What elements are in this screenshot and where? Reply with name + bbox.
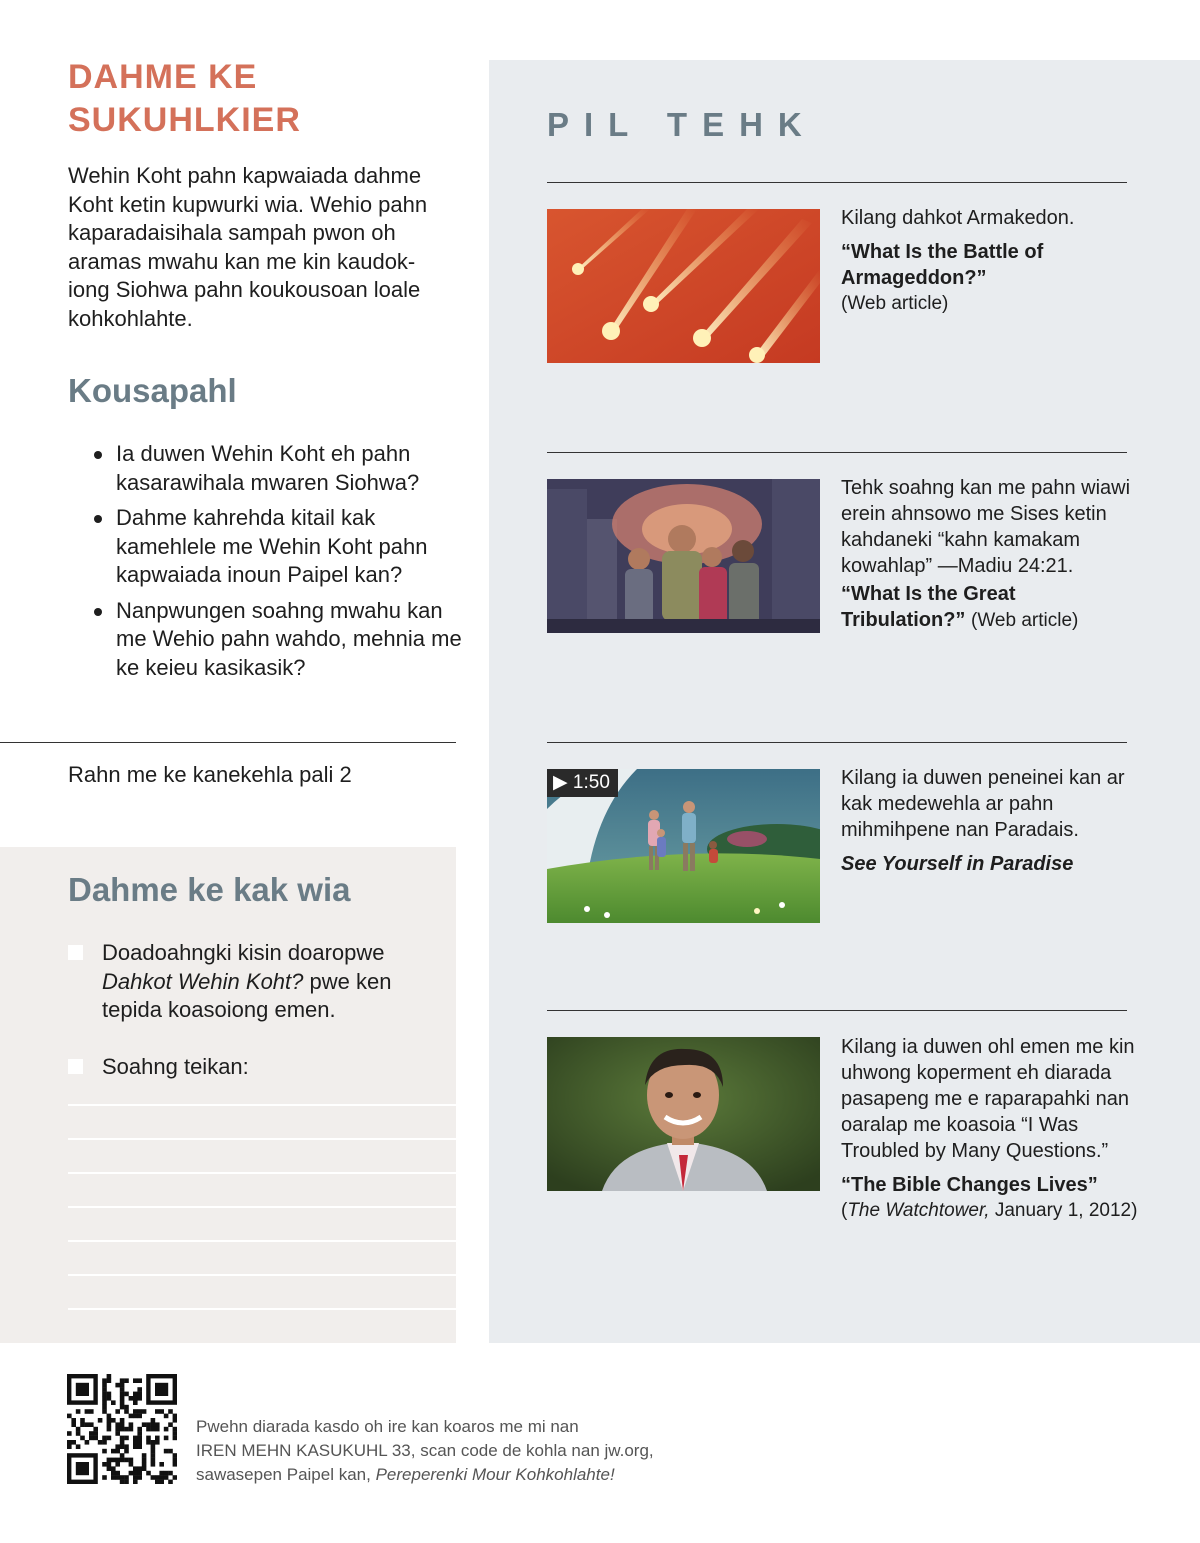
explore-item-title-link[interactable]: “What Is the Battle of Armageddon?”	[841, 241, 1044, 289]
review-question: Dahme kahrehda kitail kak kamehlele me Wehin Koht pahn kapwaiada inoun Paipel kan?	[90, 504, 462, 590]
summary-heading-line1: DAHME KE	[68, 58, 258, 96]
explore-item-desc: Kilang ia duwen peneinei kan ar kak medewehla ar pahn mihmihpene nan Paradais.	[841, 767, 1125, 841]
review-question-list	[90, 440, 462, 689]
checkbox[interactable]	[68, 945, 83, 960]
play-icon: ▶	[553, 772, 568, 793]
review-question: Nanpwungen soahng mwahu kan me Wehio pahn wahdo, mehnia me ke keieu kasikasik?	[90, 597, 462, 683]
action-item-label: Soahng teikan:	[102, 1054, 249, 1079]
review-heading: Kousapahl	[68, 372, 237, 409]
magazine-title: The Watchtower,	[847, 1200, 990, 1221]
footer-line: sawasepen Paipel kan,	[196, 1465, 371, 1484]
summary-heading	[68, 56, 448, 142]
explore-heading: PIL TEHK	[547, 106, 817, 143]
explore-item-1-text	[841, 205, 1141, 317]
family-in-paradise-image[interactable]	[547, 769, 820, 923]
footer-line: IREN MEHN KASUKUHL 33, scan code de kohla nan jw.org,	[196, 1441, 654, 1460]
write-in-line[interactable]	[68, 1104, 456, 1106]
action-item-other	[68, 1053, 428, 1082]
write-in-line[interactable]	[68, 1308, 456, 1310]
explore-item-note: (Web article)	[841, 293, 949, 314]
explore-divider	[547, 742, 1127, 743]
source-note: Rahn me ke kanekehla pali 2	[68, 762, 352, 787]
explore-item-note: (Web article)	[971, 610, 1079, 631]
meteors-falling-image[interactable]	[547, 209, 820, 363]
explore-divider	[547, 1010, 1127, 1011]
explore-item-4-text	[841, 1034, 1141, 1224]
checkbox[interactable]	[68, 1059, 83, 1074]
write-in-line[interactable]	[68, 1240, 456, 1242]
explore-item-desc: Tehk soahng kan me pahn wiawi erein ahnsowo me Sises ketin kahdaneki “kahn kamakam kowahlap” —Madiu 24:21.	[841, 477, 1131, 577]
footer-book-title: Pereperenki Mour Kohkohlahte!	[375, 1465, 615, 1484]
section-divider	[0, 742, 456, 743]
explore-divider	[547, 452, 1127, 453]
footer-text	[196, 1415, 756, 1487]
write-in-line[interactable]	[68, 1172, 456, 1174]
summary-heading-line2: SUKUHLKIER	[68, 101, 301, 139]
review-question: Ia duwen Wehin Koht eh pahn kasarawihala mwaren Siohwa?	[90, 440, 462, 497]
brochure-title: Dahkot Wehin Koht?	[102, 968, 304, 994]
family-in-ruined-city-image[interactable]	[547, 479, 820, 633]
action-item-label	[102, 939, 428, 1025]
action-text: pwe ken tepida koasoiong emen.	[102, 968, 392, 1022]
summary-text: Wehin Koht pahn kapwaiada dahme Koht ketin kupwurki wia. Wehio pahn kaparadaisihala sampah pwon oh aramas mwahu kan me kin kaudok-iong Siohwa pahn koukousoan loale kohkohlahte.	[68, 163, 428, 331]
action-item-share-brochure	[68, 939, 428, 1025]
explore-item-desc: Kilang dahkot Armakedon.	[841, 207, 1075, 229]
qr-code-image[interactable]	[67, 1374, 177, 1484]
explore-item-title-line	[841, 581, 1141, 634]
write-in-line[interactable]	[68, 1206, 456, 1208]
video-duration-badge[interactable]	[547, 769, 618, 797]
explore-divider	[547, 182, 1127, 183]
note-text: January 1, 2012)	[989, 1200, 1138, 1221]
action-text: Doadoahngki kisin doaropwe	[102, 940, 385, 965]
note-text: (	[841, 1200, 848, 1221]
explore-item-title-link[interactable]: See Yourself in Paradise	[841, 853, 1074, 875]
explore-item-title-link[interactable]: “The Bible Changes Lives”	[841, 1174, 1098, 1196]
video-duration: 1:50	[572, 772, 610, 793]
smiling-man-portrait-image[interactable]	[547, 1037, 820, 1191]
explore-item-note	[841, 1198, 1141, 1224]
write-in-line[interactable]	[68, 1274, 456, 1276]
footer-line: Pwehn diarada kasdo oh ire kan koaros me mi nan	[196, 1417, 579, 1436]
explore-item-desc: Kilang ia duwen ohl emen me kin uhwong koperment eh diarada pasapeng me e raparapahki nan oaralap me koasoia “I Was Troubled by Many Questions.”	[841, 1036, 1135, 1162]
write-in-line[interactable]	[68, 1138, 456, 1140]
actions-panel	[0, 847, 456, 1343]
actions-heading: Dahme ke kak wia	[68, 871, 351, 908]
explore-item-2-text	[841, 475, 1141, 634]
explore-item-3-text	[841, 765, 1141, 877]
explore-item-title-link[interactable]: “What Is the Great Tribulation?”	[841, 583, 1016, 631]
